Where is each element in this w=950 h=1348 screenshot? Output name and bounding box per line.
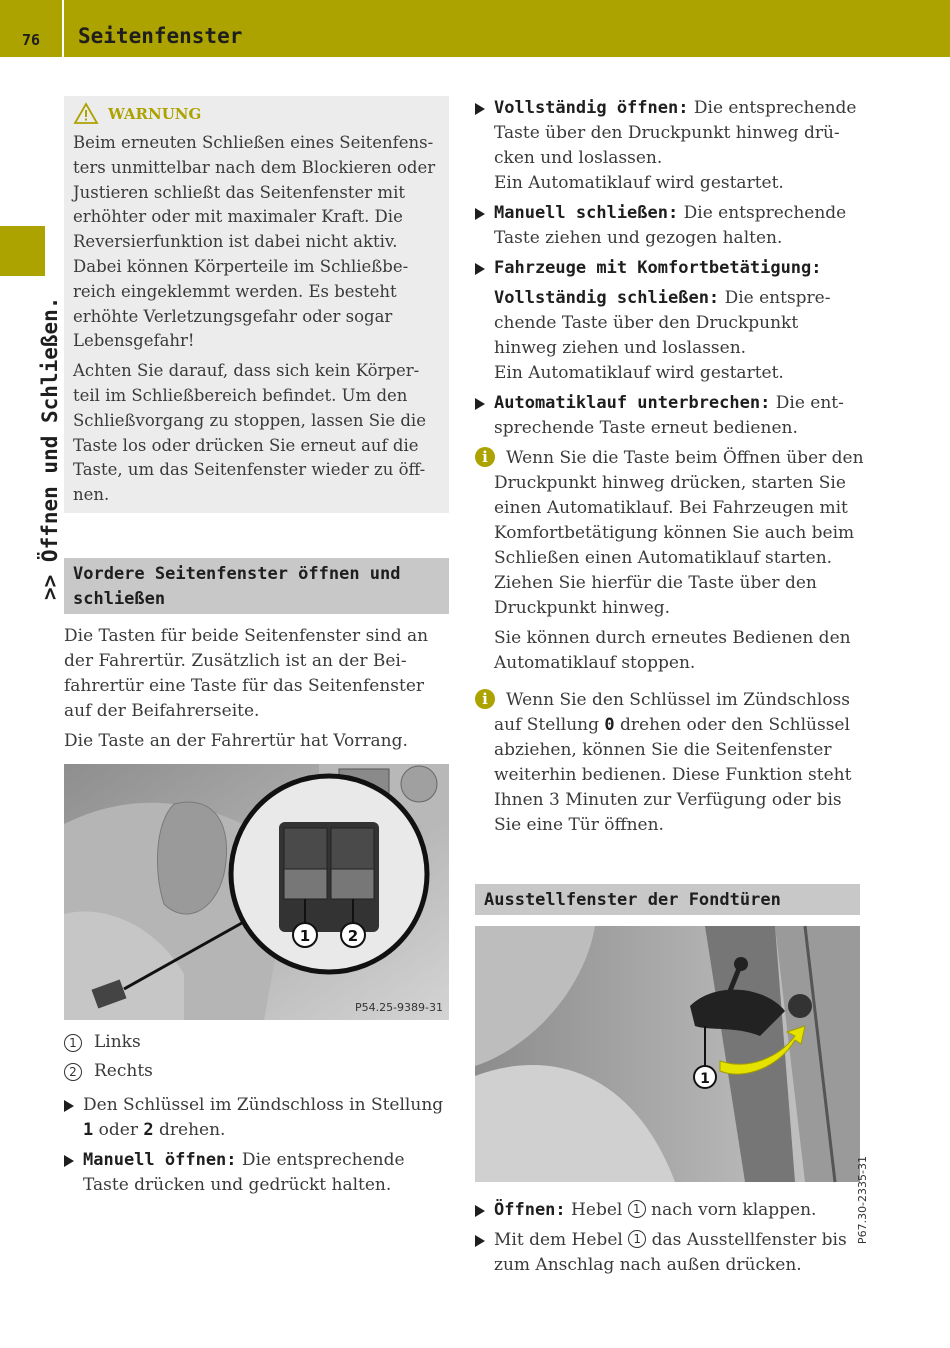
intro-paragraph: Die Tasten für beide Seitenfenster sind an der Fahrertür. Zusätzlich ist an der Bei-fahrertür eine Taste für das Seitenfenster auf der Beifahrerseite. [64,626,429,721]
legend-label: Rechts [94,1061,153,1081]
legend-label: Links [94,1032,141,1052]
side-tab-label: >> Öffnen und Schließen. [38,296,62,600]
warning-paragraph: Beim erneuten Schließen eines Seitenfens-ters unmittelbar nach dem Blockieren oder Justieren schließt das Seitenfenster mit erhöhter oder mit maximaler Kraft. Die Reversierfunktion ist dabei nicht aktiv. Dabei können Körperteile im Schließbe-reich eingeklemmt werden. Es besteht erhöhte Verletzungsgefahr oder sogar Lebensgefahr! [73,133,436,351]
info-text-part: Wenn Sie den Schlüssel im Zündschloss auf Stellung [494,690,851,735]
photo-callout-2: 2 [347,927,359,945]
photo-callout-1: 1 [299,927,311,945]
bullet-arrow-icon [64,1155,74,1167]
section2-steps [475,1198,865,1283]
info-note [475,688,865,838]
step-text: Mit dem Hebel [494,1230,629,1250]
legend-item [64,1059,454,1084]
info-icon: i [475,689,495,709]
image-code: P67.30-2335-31 [856,1156,869,1245]
warning-text [73,131,445,513]
step-bullet [475,1198,865,1223]
side-tab-marker [0,226,45,276]
rear-window-illustration [475,926,860,1182]
step-bold: Automatiklauf unterbrechen: [494,393,771,413]
step-bullet [475,391,865,441]
step-text: Die ent-sprechende Taste erneut bedienen. [494,393,844,438]
section-heading-front-windows: Vordere Seitenfenster öffnen und schließen [64,558,449,614]
step-text: Die entsprechende Taste über den Druckpunkt hinweg drü-cken und loslassen. [494,98,857,168]
info-text-part: drehen oder den Schlüssel abziehen, können Sie die Seitenfenster weiterhin bedienen. Diese Funktion steht Ihnen 3 Minuten zur Verfügung oder bis Sie eine Tür öffnen. [494,715,852,835]
step-bullet [475,96,865,171]
page-title: Seitenfenster [78,24,243,48]
image-code: P54.25-9389-31 [354,1001,443,1014]
legend-number: 1 [64,1034,82,1052]
step-extra: Ein Automatiklauf wird gestartet. [494,173,784,193]
info-text [494,688,865,838]
right-column [475,96,865,838]
step-text: nach vorn klappen. [645,1200,817,1220]
step-bold: Vollständig schließen: [494,288,720,308]
section1-legend-steps [64,1030,454,1203]
intro-paragraph: Die Taste an der Fahrertür hat Vorrang. [64,731,408,751]
header-divider [62,0,64,57]
warning-paragraph: Achten Sie darauf, dass sich kein Körper-teil im Schließbereich befindet. Um den Schließvorgang zu stoppen, lassen Sie die Taste los oder drücken Sie erneut auf die Taste, um das Seitenfenster wieder zu öff-nen. [73,361,426,505]
step-bold: Vollständig öffnen: [494,98,689,118]
step-bullet [64,1093,454,1143]
step-text: das Ausstellfenster bis zum Anschlag nach außen drücken. [494,1230,847,1275]
step-extra: Ein Automatiklauf wird gestartet. [494,363,784,383]
info-bold: 0 [604,715,615,735]
bullet-arrow-icon [475,1235,485,1247]
info-extra: Sie können durch erneutes Bedienen den Automatiklauf stoppen. [494,628,851,673]
bullet-arrow-icon [475,208,485,220]
step-text: Die entsprechende Taste ziehen und gezogen halten. [494,203,847,248]
bullet-arrow-icon [475,1205,485,1217]
bullet-arrow-icon [64,1100,74,1112]
warning-triangle-icon [74,103,98,124]
step-text: Hebel [565,1200,628,1220]
step-bold: Öffnen: [494,1200,566,1220]
step-text: oder [93,1120,144,1140]
step-bullet [475,201,865,251]
step-bullet [475,256,865,281]
step-text: Den Schlüssel im Zündschloss in Stellung [83,1095,444,1115]
inline-callout-number: 1 [628,1230,646,1248]
bullet-arrow-icon [475,398,485,410]
step-text: drehen. [153,1120,226,1140]
bullet-arrow-icon [475,263,485,275]
step-bold: 1 [83,1120,94,1140]
step-sub [475,286,865,361]
info-text: Wenn Sie die Taste beim Öffnen über den Druckpunkt hinweg drücken, starten Sie einen Automatiklauf. Bei Fahrzeugen mit Komfortbetätigung können Sie auch beim Schließen einen Automatiklauf starten. Ziehen Sie hierfür die Taste über den Druckpunkt hinweg. [494,448,864,618]
warning-header [74,103,201,124]
info-note [475,446,865,621]
inline-callout-number: 1 [628,1200,646,1218]
info-icon: i [475,447,495,467]
step-text: Die entsprechende Taste drücken und gedrückt halten. [83,1150,405,1195]
section-heading-rear-windows: Ausstellfenster der Fondtüren [475,884,860,915]
bullet-arrow-icon [475,103,485,115]
step-bold: Manuell schließen: [494,203,679,223]
page-number: 76 [22,31,41,49]
step-bold: Fahrzeuge mit Komfortbetätigung: [494,258,822,278]
legend-number: 2 [64,1063,82,1081]
photo-callout-1: 1 [700,1071,710,1087]
warning-title: WARNUNG [108,104,202,123]
step-bullet [64,1148,454,1198]
step-text: Die entspre-chende Taste über den Druckpunkt hinweg ziehen und loslassen. [494,288,831,358]
step-bold: Manuell öffnen: [83,1150,237,1170]
door-switch-illustration [64,764,449,1020]
door-switch-photo [64,764,449,1020]
warning-box [64,96,449,513]
step-bold: 2 [143,1120,154,1140]
section1-intro [64,624,454,754]
legend-item [64,1030,454,1055]
step-bullet [475,1228,865,1278]
